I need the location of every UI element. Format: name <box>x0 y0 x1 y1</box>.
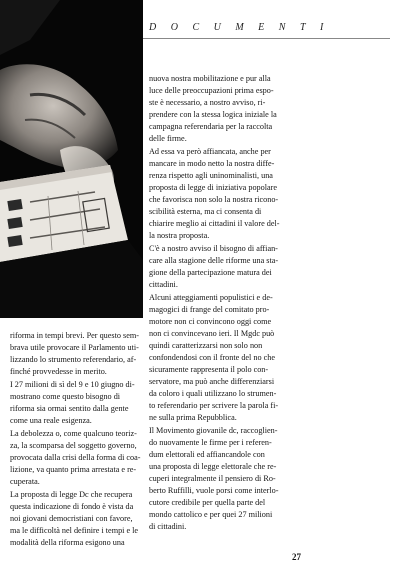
text-line: come una reale esigenza. <box>10 416 92 425</box>
text-line: quindi caratterizzarsi non solo non <box>149 341 263 350</box>
text-line: I 27 milioni di sì del 9 e 10 giugno di- <box>10 380 135 389</box>
text-line: mancare in modo netto la nostra diffe- <box>149 159 275 168</box>
text-line: delle firme. <box>149 134 187 143</box>
text-line: ne sulla prima Repubblica. <box>149 413 237 422</box>
text-line: lizzando lo strumento referendario, af- <box>10 355 137 364</box>
text-line: za, la scomparsa del soggetto governo, <box>10 441 137 450</box>
paragraph <box>149 243 281 291</box>
text-line: sicuramente rappresenta il polo con- <box>149 365 269 374</box>
text-line: lizione, va quanto prima arrestata e re- <box>10 465 137 474</box>
text-line: riforma in tempi brevi. Per questo sem- <box>10 331 139 340</box>
paragraph <box>149 292 281 424</box>
paragraph <box>10 489 143 549</box>
text-line: mondo cattolico e per quei 27 milioni <box>149 510 273 519</box>
section-header: DOCUMENTI <box>149 22 338 33</box>
text-line: berto Ruffilli, vuole porsi come interlo- <box>149 486 279 495</box>
paragraph <box>10 330 143 378</box>
text-line: modalità della riforma esigono una <box>10 538 125 547</box>
text-line: ste è necessario, a nostro avviso, ri- <box>149 98 266 107</box>
text-line: Il Movimento giovanile dc, raccoglien- <box>149 426 278 435</box>
text-line: La debolezza o, come qualcuno teoriz- <box>10 429 137 438</box>
text-line: dum elettorali ed affiancandole con <box>149 450 265 459</box>
text-line: cutore credibile per quella parte del <box>149 498 266 507</box>
text-line: non ci convincevano ieri. Il Mgdc può <box>149 329 275 338</box>
page-number: 27 <box>292 552 301 562</box>
text-line: noi giovani democristiani con favore, <box>10 514 133 523</box>
text-line: di cittadini. <box>149 522 187 531</box>
text-line: renza rispetto agli uninominalisti, una <box>149 171 273 180</box>
paragraph <box>10 379 143 427</box>
text-line: questa indicazione di fondo è vista da <box>10 502 134 511</box>
left-text-column <box>10 330 143 550</box>
text-line: Ad essa va però affiancata, anche per <box>149 147 271 156</box>
text-line: prendere con la stessa logica iniziale la <box>149 110 277 119</box>
text-line: una proposta di legge elettorale che re- <box>149 462 277 471</box>
paragraph <box>149 73 281 145</box>
text-line: brava utile provocare il Parlamento uti- <box>10 343 139 352</box>
text-line: gione della partecipazione matura dei <box>149 268 272 277</box>
text-line: che favorisca non solo la nostra ricono- <box>149 195 279 204</box>
text-line: Alcuni atteggiamenti populistici e de- <box>149 293 273 302</box>
text-line: La proposta di legge Dc che recupera <box>10 490 133 499</box>
header-rule <box>143 38 390 39</box>
text-line: cuperi integralmente il pensiero di Ro- <box>149 474 276 483</box>
text-line: finché provvedesse in merito. <box>10 367 107 376</box>
text-line: care alla stagione delle riforme una sta- <box>149 256 279 265</box>
text-line: nuova nostra mobilitazione e pur alla <box>149 74 271 83</box>
photo-scene <box>0 0 143 318</box>
text-line: to referendario per scrivere la parola fi- <box>149 401 279 410</box>
text-line: da coloro i quali utilizzano lo strumen- <box>149 389 277 398</box>
paragraph <box>10 428 143 488</box>
text-line: luce delle preoccupazioni prima espo- <box>149 86 274 95</box>
text-line: proposta di legge di iniziativa popolare <box>149 183 278 192</box>
text-line: magogici di frange del comitato pro- <box>149 305 270 314</box>
text-line: riforma sia ormai sentito dalla gente <box>10 404 129 413</box>
paragraph <box>149 146 281 242</box>
text-line: C'è a nostro avviso il bisogno di affian- <box>149 244 278 253</box>
text-line: cittadini. <box>149 280 178 289</box>
text-line: servatore, ma può anche differenziarsi <box>149 377 275 386</box>
text-line: confondendosi con il fronte del no che <box>149 353 275 362</box>
text-line: motore non ci convincono oggi come <box>149 317 272 326</box>
text-line: la nostra proposta. <box>149 231 210 240</box>
text-line: scibilità esterna, ma ci consenta di <box>149 207 262 216</box>
text-line: ma le difficoltà nel definire i tempi e le <box>10 526 139 535</box>
text-line: cuperata. <box>10 477 40 486</box>
text-line: do nuovamente le firme per i referen- <box>149 438 272 447</box>
text-line: chiarire meglio ai cittadini il valore del- <box>149 219 280 228</box>
text-line: provocata dalla crisi della forma di coa- <box>10 453 141 462</box>
right-text-column <box>149 73 281 534</box>
paragraph <box>149 425 281 533</box>
text-line: campagna referendaria per la raccolta <box>149 122 273 131</box>
text-line: mostrano come questo bisogno di <box>10 392 121 401</box>
cover-photo <box>0 0 143 318</box>
